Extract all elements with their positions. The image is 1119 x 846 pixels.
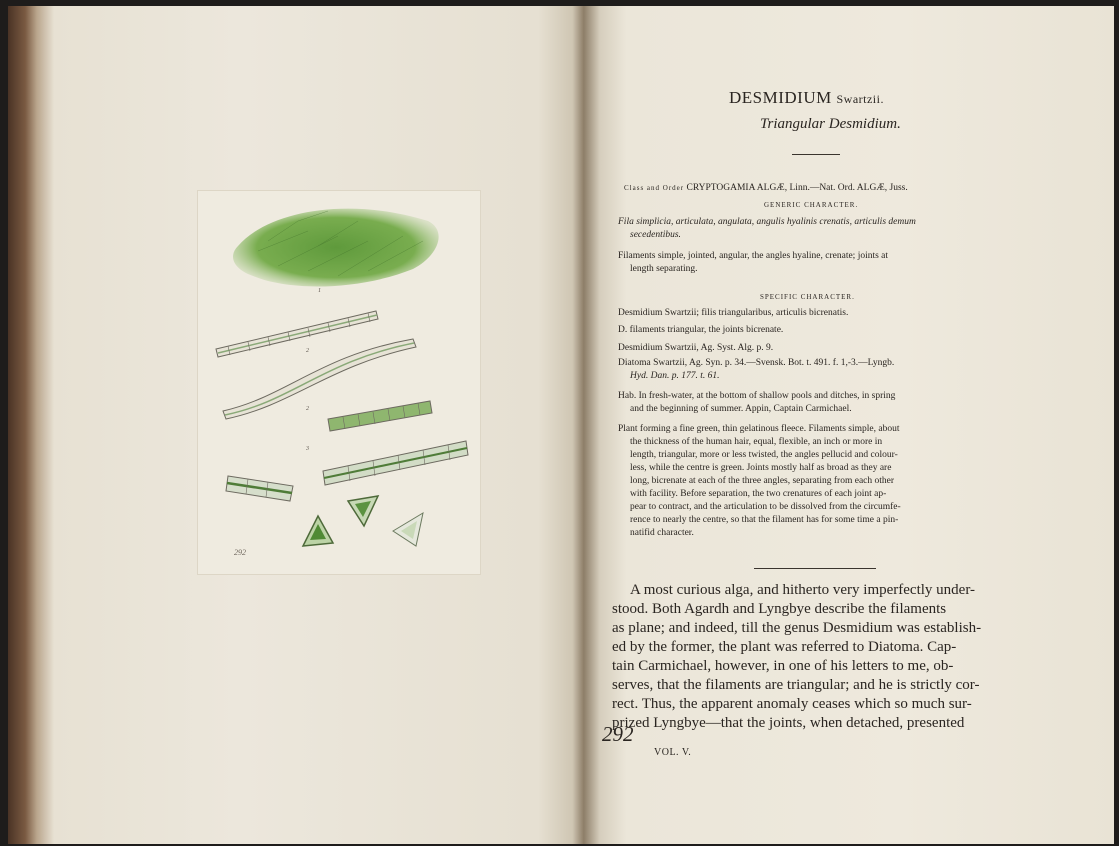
volume-label: VOL. V.: [654, 747, 692, 758]
divider: [792, 154, 840, 155]
generic-english-line-1: Filaments simple, jointed, angular, the angles hyaline, crenate; joints at: [618, 251, 889, 261]
synonym-line-2a: Diatoma Swartzii, Ag. Syn. p. 34.—Svensk. Bot. t. 491. f. 1,-3.—Lyngb.: [618, 358, 895, 368]
description-line: less, while the centre is green. Joints mostly half as broad as they are: [630, 463, 892, 473]
right-page: [584, 6, 1114, 844]
left-page: [8, 6, 584, 844]
commentary-line: stood. Both Agardh and Lyngbye describe the filaments: [612, 601, 947, 617]
description-line: rence to nearly the centre, so that the filament has for some time a pin-: [630, 515, 899, 525]
species-epithet: Swartzii.: [836, 92, 884, 106]
botanical-plate: [198, 191, 480, 574]
open-book: [8, 6, 1114, 844]
description-line: pear to contract, and the articulation to be dissolved from the circumfe-: [630, 502, 901, 512]
description-line: with facility. Before separation, the two crenatures of each joint ap-: [630, 489, 887, 499]
specific-english: D. filaments triangular, the joints bicrenate.: [618, 325, 784, 335]
description-line: Plant forming a fine green, thin gelatinous fleece. Filaments simple, about: [618, 424, 900, 434]
commentary-line: A most curious alga, and hitherto very imperfectly under-: [630, 582, 976, 598]
divider: [754, 568, 876, 569]
commentary-line: serves, that the filaments are triangular; and he is strictly cor-: [612, 677, 980, 693]
plate-number: 292: [234, 548, 246, 557]
generic-latin-line-1: Fila simplicia, articulata, angulata, angulis hyalinis crenatis, articulis demum: [618, 217, 916, 227]
figure-label: 2: [306, 406, 309, 412]
algae-fleece: [233, 209, 439, 287]
description-line: natifid character.: [630, 528, 694, 538]
habitat-line-1: Hab. In fresh-water, at the bottom of shallow pools and ditches, in spring: [618, 391, 896, 401]
synonym-line-2b: Hyd. Dan. p. 177. t. 61.: [630, 371, 720, 381]
generic-heading: GENERIC CHARACTER.: [764, 201, 859, 209]
commentary-line: prized Lyngbye—that the joints, when detached, presented: [612, 715, 965, 731]
commentary-line: ed by the former, the plant was referred to Diatoma. Cap-: [612, 639, 957, 655]
genus-name: DESMIDIUM: [729, 88, 832, 107]
synonym-line-1: Desmidium Swartzii, Ag. Syst. Alg. p. 9.: [618, 343, 774, 353]
generic-latin-line-2: secedentibus.: [630, 230, 681, 240]
specific-heading: SPECIFIC CHARACTER.: [760, 293, 855, 301]
commentary-line: as plane; and indeed, till the genus Desmidium was establish-: [612, 620, 982, 636]
class-order-label: Class and Order: [624, 184, 685, 192]
commentary-line: tain Carmichael, however, in one of his letters to me, ob-: [612, 658, 954, 674]
description-block: [618, 423, 901, 540]
habitat-line-2: and the beginning of summer. Appin, Captain Carmichael.: [630, 404, 852, 414]
class-order-text: CRYPTOGAMIA ALGÆ, Linn.—Nat. Ord. ALGÆ, Juss.: [686, 183, 908, 193]
generic-english-line-2: length separating.: [630, 264, 698, 274]
figure-label: 3: [306, 446, 309, 452]
description-line: length, triangular, more or less twisted, the angles pellucid and colour-: [630, 450, 898, 460]
description-line: the thickness of the human hair, equal, flexible, an inch or more in: [630, 437, 883, 447]
figure-label: 2: [306, 348, 309, 354]
common-name: Triangular Desmidium.: [760, 116, 901, 132]
commentary-line: rect. Thus, the apparent anomaly ceases which so much sur-: [612, 696, 972, 712]
species-title: [729, 88, 884, 108]
description-line: long, bicrenate at each of the three angles, separating from each other: [630, 476, 895, 486]
plate-illustration: [198, 191, 480, 574]
commentary-block: [612, 581, 981, 733]
page-number: 292: [602, 722, 634, 746]
class-and-order: [624, 182, 908, 195]
specific-latin: Desmidium Swartzii; filis triangularibus, articulis bicrenatis.: [618, 308, 849, 318]
figure-label: 1: [318, 288, 321, 294]
